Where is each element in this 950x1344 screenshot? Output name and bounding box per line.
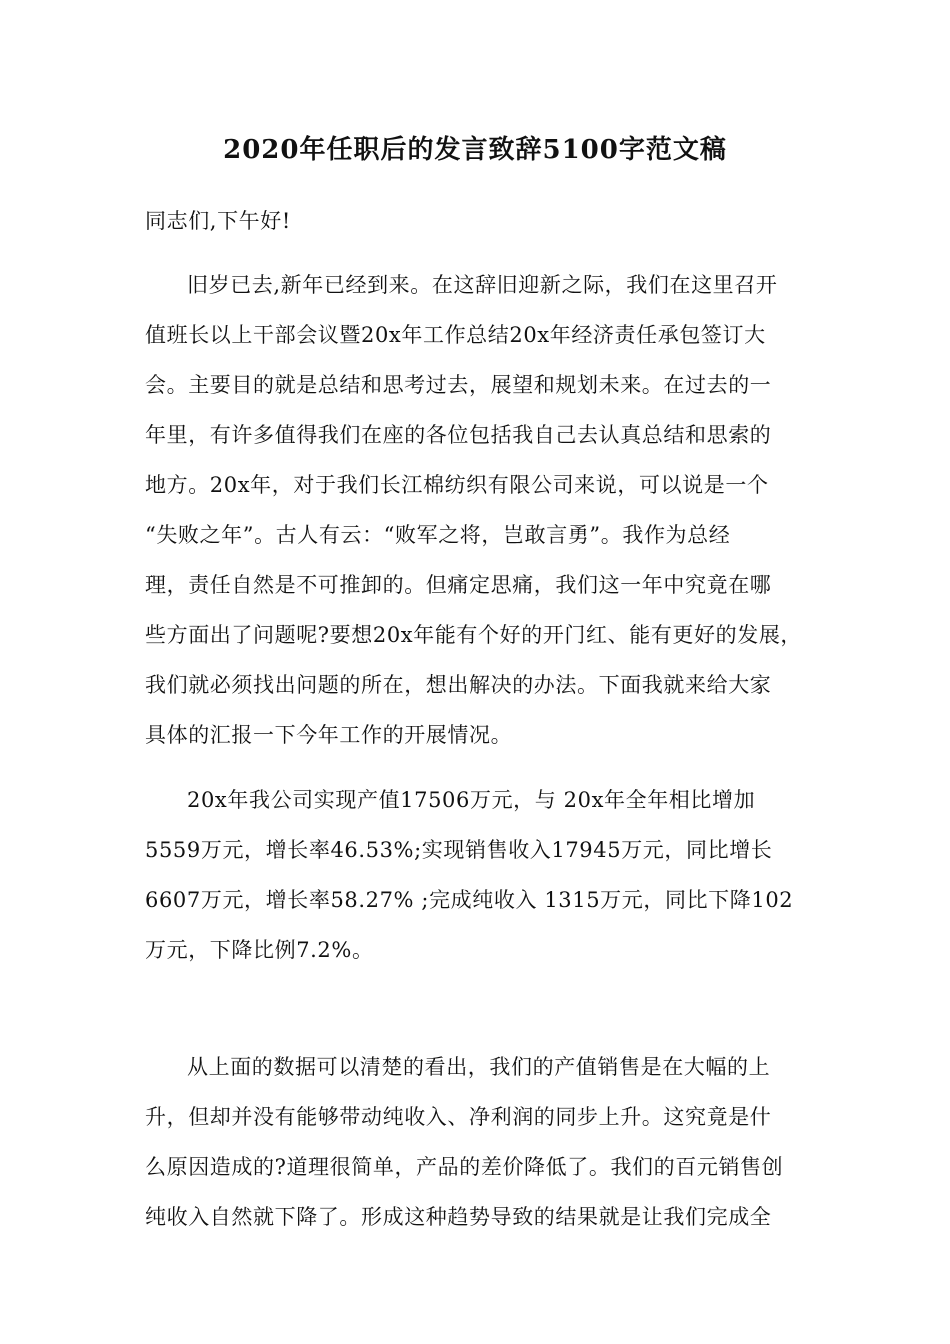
paragraph-line: 万元，下降比例7.2%。: [145, 938, 374, 962]
paragraph-line: 纯收入自然就下降了。形成这种趋势导致的结果就是让我们完成全: [145, 1205, 772, 1229]
paragraph-line: 我们就必须找出问题的所在，想出解决的办法。下面我就来给大家: [145, 673, 772, 697]
greeting-text: 同志们,下午好!: [145, 209, 291, 233]
paragraph-line: “失败之年”。古人有云：“败军之将，岂敢言勇”。我作为总经: [145, 523, 731, 547]
paragraph-line: 会。主要目的就是总结和思考过去，展望和规划未来。在过去的一: [145, 373, 772, 397]
body-paragraph-2: [145, 775, 815, 975]
paragraph-line: 么原因造成的?道理很简单，产品的差价降低了。我们的百元销售创: [145, 1155, 784, 1179]
body-paragraph-3: [145, 1042, 815, 1242]
paragraph-line: 从上面的数据可以清楚的看出，我们的产值销售是在大幅的上: [187, 1055, 771, 1079]
paragraph-line: 理，责任自然是不可推卸的。但痛定思痛，我们这一年中究竟在哪: [145, 573, 772, 597]
paragraph-line: 6607万元，增长率58.27% ;完成纯收入 1315万元，同比下降102: [145, 888, 794, 912]
greeting-paragraph: [145, 196, 815, 246]
paragraph-line: 具体的汇报一下今年工作的开展情况。: [145, 723, 513, 747]
paragraph-line: 些方面出了问题呢?要想20x年能有个好的开门红、能有更好的发展，: [145, 623, 803, 647]
paragraph-line: 5559万元，增长率46.53%;实现销售收入17945万元，同比增长: [145, 838, 773, 862]
document-title: 2020年任职后的发言致辞5100字范文稿: [223, 135, 727, 165]
paragraph-line: 年里，有许多值得我们在座的各位包括我自己去认真总结和思索的: [145, 423, 772, 447]
paragraph-line: 旧岁已去,新年已经到来。在这辞旧迎新之际，我们在这里召开: [187, 273, 778, 297]
paragraph-line: 地方。20x年，对于我们长江棉纺织有限公司来说，可以说是一个: [145, 473, 769, 497]
paragraph-line: 升，但却并没有能够带动纯收入、净利润的同步上升。这究竟是什: [145, 1105, 772, 1129]
paragraph-line: 20x年我公司实现产值17506万元，与 20x年全年相比增加: [187, 788, 756, 812]
paragraph-line: 值班长以上干部会议暨20x年工作总结20x年经济责任承包签订大: [145, 323, 766, 347]
body-paragraph-1: [145, 260, 815, 760]
